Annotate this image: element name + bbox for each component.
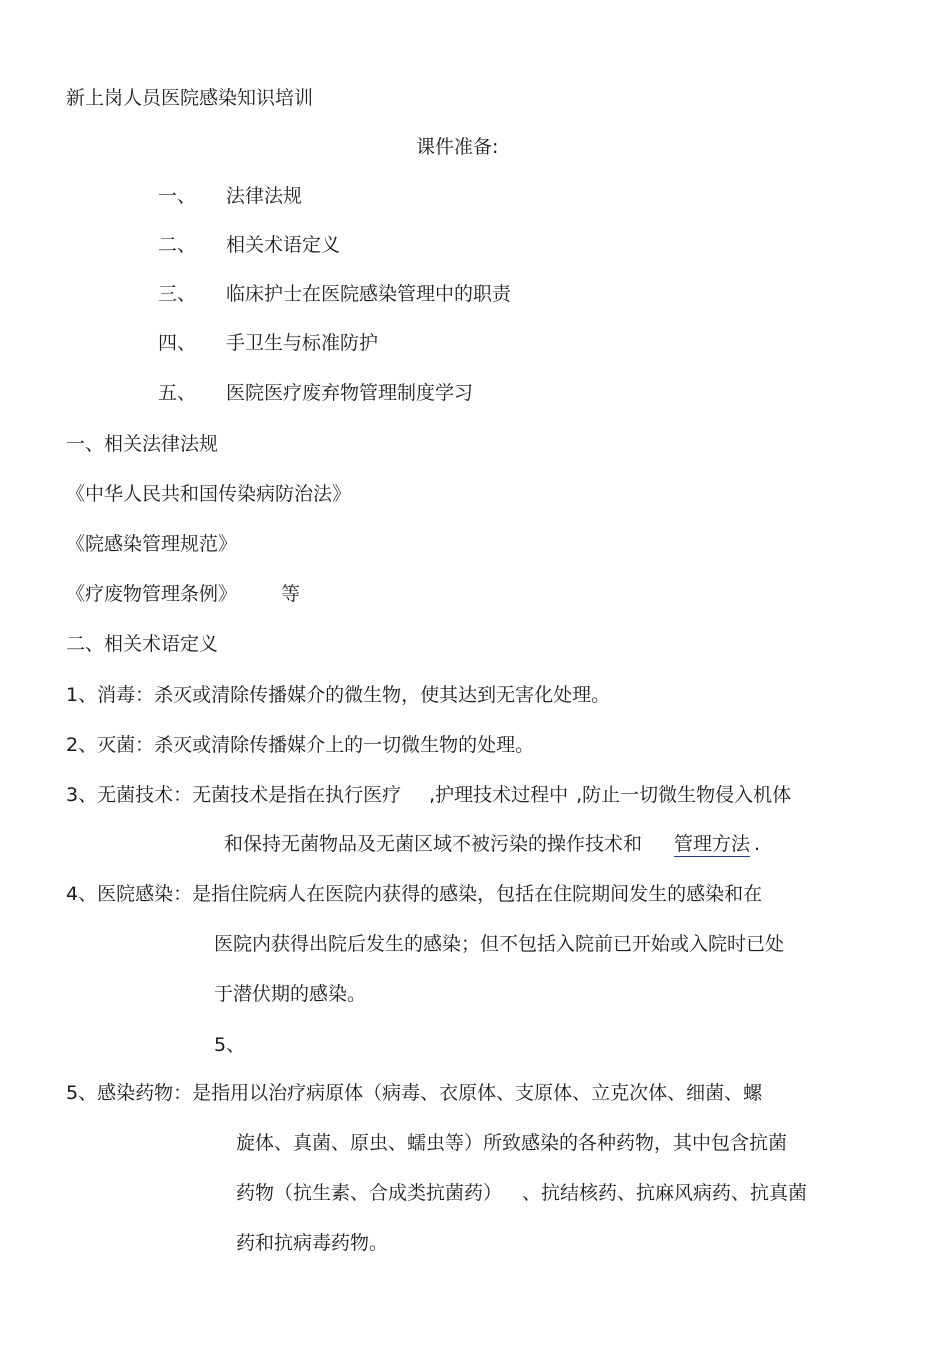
outline-number: 一、 (158, 185, 197, 207)
definition-sterilization: 2、灭菌：杀灭或清除传播媒介上的一切微生物的处理。 (66, 734, 535, 756)
definition-drugs-line2: 旋体、真菌、原虫、蠕虫等）所致感染的各种药物，其中包含抗菌 (236, 1132, 788, 1154)
definition-text: . (754, 833, 761, 855)
outline-item (158, 281, 511, 307)
management-method-link[interactable]: 管理方法 (674, 833, 751, 855)
law-item-row (66, 581, 300, 607)
section2-heading: 二、相关术语定义 (66, 633, 219, 655)
outline-item (158, 380, 473, 406)
definition-infection-line1: 4、医院感染：是指住院病人在医院内获得的感染，包括在住院期间发生的感染和在 (66, 883, 763, 905)
definition-infection-line2: 医院内获得出院后发生的感染；但不包括入院前已开始或入院时已处 (214, 933, 785, 955)
definition-text: ,护理技术过程中 (429, 784, 569, 806)
outline-item (158, 183, 302, 209)
outline-number: 四、 (158, 332, 197, 354)
outline-text: 相关术语定义 (226, 234, 341, 256)
outline-item (158, 330, 378, 356)
law-etc: 等 (281, 583, 301, 605)
definition-disinfection: 1、消毒：杀灭或清除传播媒介的微生物，使其达到无害化处理。 (66, 684, 611, 706)
outline-text: 法律法规 (226, 185, 303, 207)
definition-text: 3、无菌技术：无菌技术是指在执行医疗 (66, 784, 402, 806)
stray-number: 5、 (214, 1034, 246, 1056)
outline-number: 五、 (158, 382, 197, 404)
outline-item (158, 232, 340, 258)
prep-heading: 课件准备: (416, 136, 499, 158)
definition-text: 药物（抗生素、合成类抗菌药） (236, 1182, 503, 1204)
definition-text: ,防止一切微生物侵入机体 (576, 784, 792, 806)
definition-aseptic-line1 (66, 782, 791, 808)
outline-text: 手卫生与标准防护 (226, 332, 379, 354)
law-item: 《中华人民共和国传染病防治法》 (66, 483, 352, 505)
document-title: 新上岗人员医院感染知识培训 (66, 87, 314, 109)
definition-text: 和保持无菌物品及无菌区域不被污染的操作技术和 (224, 833, 643, 855)
definition-drugs-line1: 5、感染药物：是指用以治疗病原体（病毒、衣原体、支原体、立克次体、细菌、螺 (66, 1082, 763, 1104)
outline-text: 医院医疗废弃物管理制度学习 (226, 382, 474, 404)
law-item: 《疗废物管理条例》 (66, 583, 238, 605)
section1-heading: 一、相关法律法规 (66, 433, 219, 455)
outline-number: 二、 (158, 234, 197, 256)
definition-infection-line3: 于潜伏期的感染。 (214, 983, 367, 1005)
definition-text: 、抗结核药、抗麻风病药、抗真菌 (522, 1182, 808, 1204)
law-item: 《院感染管理规范》 (66, 533, 238, 555)
outline-text: 临床护士在医院感染管理中的职责 (226, 283, 512, 305)
definition-aseptic-line2 (224, 831, 760, 857)
definition-drugs-line3 (236, 1180, 807, 1206)
outline-number: 三、 (158, 283, 197, 305)
definition-drugs-line4: 药和抗病毒药物。 (236, 1232, 389, 1254)
